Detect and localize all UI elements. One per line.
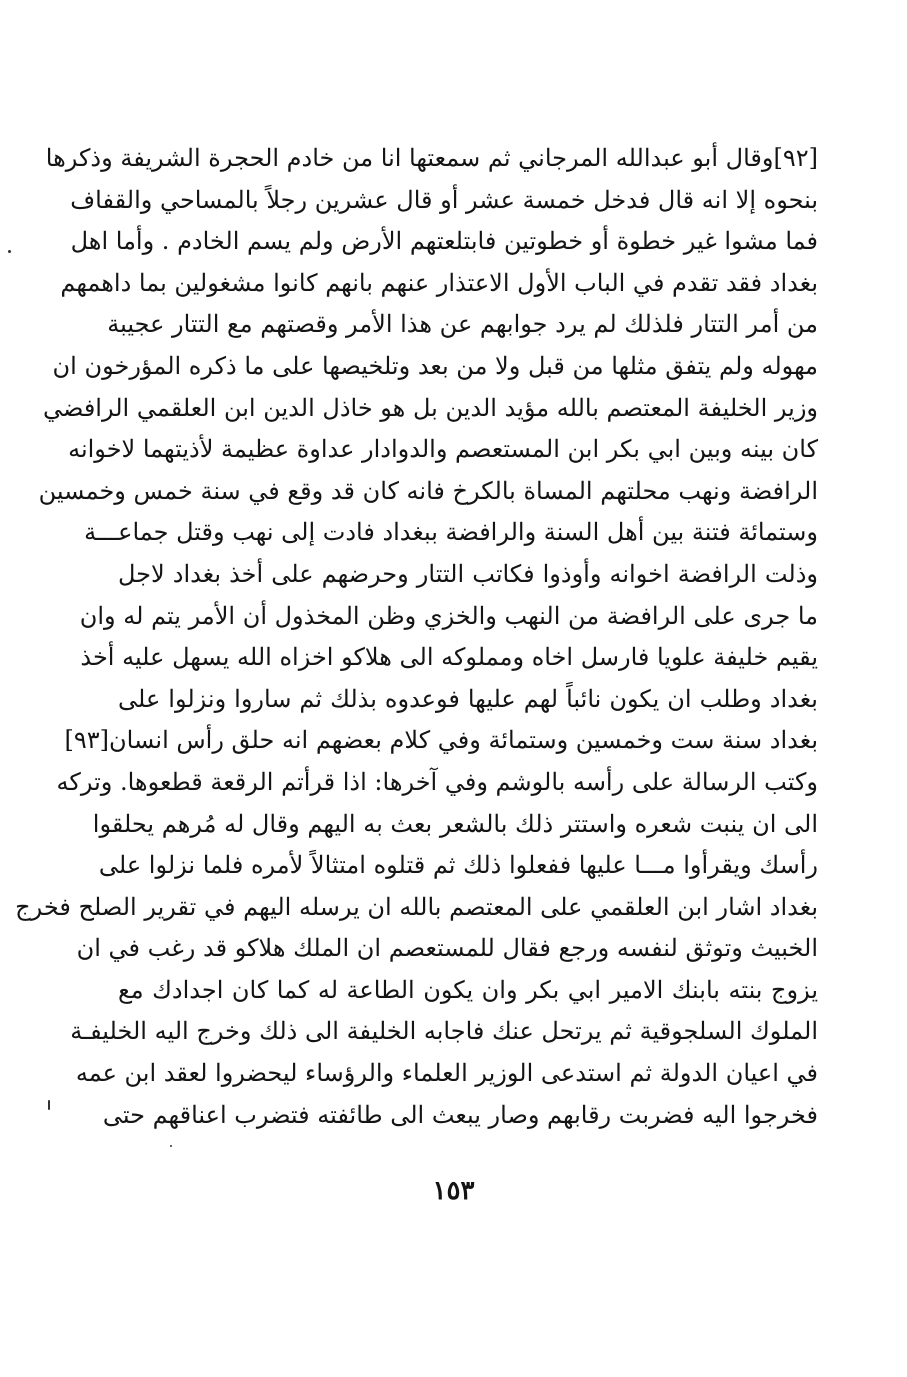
- text-line: وزير الخليفة المعتصم بالله مؤيد الدين بل هو خاذل الدين ابن العلقمي الرافضي: [43, 393, 818, 422]
- text-line: الخبيث وتوثق لنفسه ورجع فقال للمستعصم ان الملك هلاكو قد رغب في ان: [76, 934, 818, 963]
- text-line: في اعيان الدولة ثم استدعى الوزير العلماء والرؤساء ليحضروا لعقد ابن عمه: [75, 1059, 818, 1088]
- text-line: وذلت الرافضة اخوانه وأوذوا فكاتب التتار وحرضهم على أخذ بغداد لاجل: [118, 559, 818, 588]
- text-line: وستمائة فتنة بين أهل السنة والرافضة ببغداد فادت إلى نهب وقتل جماعـــة: [84, 518, 818, 547]
- text-line: بغداد فقد تقدم في الباب الأول الاعتذار عنهم بانهم كانوا مشغولين بما داهمهم: [60, 268, 818, 297]
- text-line: وكتب الرسالة على رأسه بالوشم وفي آخرها: اذا قرأتم الرقعة قطعوها. وتركه: [56, 767, 818, 796]
- text-line: كان بينه وبين ابي بكر ابن المستعصم والدوادار عداوة عظيمة لأذيتهما لاخوانه: [68, 435, 818, 464]
- text-line: من أمر التتار فلذلك لم يرد جوابهم عن هذا الأمر وقصتهم مع التتار عجيبة: [107, 310, 818, 339]
- text-line: الرافضة ونهب محلتهم المساة بالكرخ فانه كان قد وقع في سنة خمس وخمسين: [38, 476, 818, 505]
- text-line: بغداد وطلب ان يكون نائباً لهم عليها فوعدوه بذلك ثم ساروا ونزلوا على: [118, 684, 818, 713]
- text-line: فما مشوا غير خطوة أو خطوتين فابتلعتهم الأرض ولم يسم الخادم . وأما اهل: [70, 227, 818, 256]
- text-line: الملوك السلجوقية ثم يرتحل عنك فاجابه الخليفة الى ذلك وخرج اليه الخليفـة: [70, 1017, 818, 1046]
- text-line: رأسك ويقرأوا مـــا عليها ففعلوا ذلك ثم قتلوه امتثالاً لأمره فلما نزلوا على: [98, 851, 818, 880]
- text-line: الى ان ينبت شعره واستتر ذلك بالشعر بعث به اليهم وقال له مُرهم يحلقوا: [92, 809, 818, 838]
- text-line: بنحوه إلا انه قال فدخل خمسة عشر أو قال عشرين رجلاً بالمساحي والقفاف: [70, 185, 818, 214]
- text-line: بغداد اشار ابن العلقمي على المعتصم بالله ان يرسله اليهم في تقرير الصلح فخرج: [15, 892, 818, 921]
- arabic-text-body: [15, 138, 818, 1136]
- text-line: فخرجوا اليه فضربت رقابهم وصار يبعث الى طائفته فتضرب اعناقهم حتى: [102, 1100, 818, 1129]
- text-line: مهوله ولم يتفق مثلها من قبل ولا من بعد وتلخيصها على ما ذكره المؤرخون ان: [52, 351, 818, 380]
- text-line: بغداد سنة ست وخمسين وستمائة وفي كلام بعضهم انه حلق رأس انسان[٩٣]: [64, 726, 818, 755]
- page-number: ١٥٣: [432, 1176, 475, 1206]
- scan-speck: [170, 1145, 172, 1147]
- text-line: ما جرى على الرافضة من النهب والخزي وظن المخذول أن الأمر يتم له وان: [79, 601, 818, 630]
- text-line: يقيم خليفة علويا فارسل اخاه ومملوكه الى هلاكو اخزاه الله يسهل عليه أخذ: [80, 643, 818, 672]
- scan-speck: [48, 1100, 50, 1110]
- text-line: [٩٢]وقال أبو عبدالله المرجاني ثم سمعتها انا من خادم الحجرة الشريفة وذكرها: [45, 144, 818, 172]
- scan-speck: [8, 250, 11, 253]
- text-line: يزوج بنته بابنك الامير ابي بكر وان يكون الطاعة له كما كان اجدادك مع: [118, 975, 818, 1004]
